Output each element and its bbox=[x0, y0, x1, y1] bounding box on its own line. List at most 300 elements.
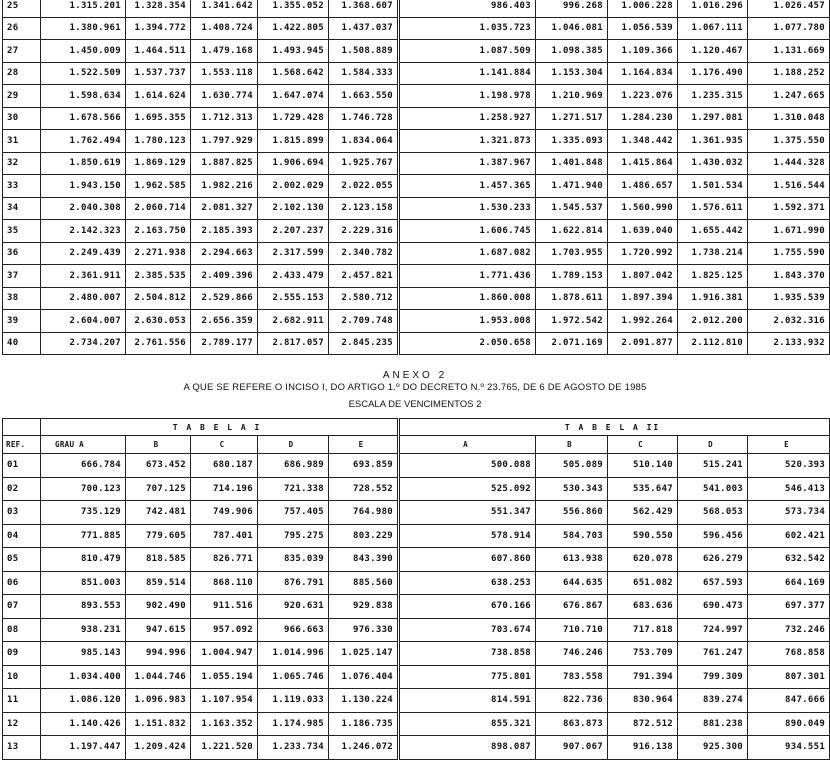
value-cell: 1.598.634 bbox=[41, 85, 126, 108]
ref-cell: 12 bbox=[3, 712, 41, 736]
value-cell: 868.110 bbox=[191, 571, 258, 595]
value-cell: 1.368.607 bbox=[329, 0, 399, 17]
value-cell: 1.762.494 bbox=[41, 130, 126, 153]
table-row bbox=[3, 332, 830, 355]
value-cell: 680.187 bbox=[191, 454, 258, 478]
ref-cell: 37 bbox=[3, 265, 41, 288]
value-cell: 1.430.032 bbox=[678, 152, 748, 175]
grade-header: D bbox=[678, 436, 748, 454]
value-cell: 876.791 bbox=[258, 571, 329, 595]
value-cell: 1.614.624 bbox=[126, 85, 191, 108]
value-cell: 898.087 bbox=[399, 736, 536, 760]
value-cell: 2.022.055 bbox=[329, 175, 399, 198]
value-cell: 2.630.053 bbox=[126, 310, 191, 333]
value-cell: 1.780.123 bbox=[126, 130, 191, 153]
value-cell: 795.275 bbox=[258, 524, 329, 548]
value-cell: 839.274 bbox=[678, 689, 748, 713]
value-cell: 1.209.424 bbox=[126, 736, 191, 760]
value-cell: 771.885 bbox=[41, 524, 126, 548]
value-cell: 1.355.052 bbox=[258, 0, 329, 17]
value-cell: 1.678.566 bbox=[41, 107, 126, 130]
value-cell: 1.174.985 bbox=[258, 712, 329, 736]
value-cell: 2.294.663 bbox=[191, 242, 258, 265]
value-cell: 779.605 bbox=[126, 524, 191, 548]
value-cell: 742.481 bbox=[126, 501, 191, 525]
value-cell: 657.593 bbox=[678, 571, 748, 595]
value-cell: 1.729.428 bbox=[258, 107, 329, 130]
grade-header: B bbox=[126, 436, 191, 454]
value-cell: 1.271.517 bbox=[536, 107, 608, 130]
table-row bbox=[3, 310, 830, 333]
value-cell: 826.771 bbox=[191, 548, 258, 572]
value-cell: 1.925.767 bbox=[329, 152, 399, 175]
value-cell: 749.906 bbox=[191, 501, 258, 525]
value-cell: 843.390 bbox=[329, 548, 399, 572]
value-cell: 1.755.590 bbox=[748, 242, 830, 265]
table-row bbox=[3, 175, 830, 198]
value-cell: 2.002.029 bbox=[258, 175, 329, 198]
value-cell: 746.246 bbox=[536, 642, 608, 666]
value-cell: 1.982.216 bbox=[191, 175, 258, 198]
value-cell: 2.229.316 bbox=[329, 220, 399, 243]
table-row bbox=[3, 712, 830, 736]
value-cell: 2.317.599 bbox=[258, 242, 329, 265]
value-cell: 596.456 bbox=[678, 524, 748, 548]
value-cell: 2.761.556 bbox=[126, 332, 191, 355]
ref-cell: 31 bbox=[3, 130, 41, 153]
value-cell: 721.338 bbox=[258, 477, 329, 501]
value-cell: 735.129 bbox=[41, 501, 126, 525]
table-row bbox=[3, 595, 830, 619]
value-cell: 1.328.354 bbox=[126, 0, 191, 17]
value-cell: 1.119.033 bbox=[258, 689, 329, 713]
value-cell: 822.736 bbox=[536, 689, 608, 713]
value-cell: 700.123 bbox=[41, 477, 126, 501]
value-cell: 1.916.381 bbox=[678, 287, 748, 310]
value-cell: 1.771.436 bbox=[399, 265, 536, 288]
value-cell: 1.639.040 bbox=[608, 220, 678, 243]
value-cell: 568.053 bbox=[678, 501, 748, 525]
value-cell: 1.687.082 bbox=[399, 242, 536, 265]
value-cell: 1.026.457 bbox=[748, 0, 830, 17]
value-cell: 1.258.927 bbox=[399, 107, 536, 130]
value-cell: 1.223.076 bbox=[608, 85, 678, 108]
value-cell: 859.514 bbox=[126, 571, 191, 595]
value-cell: 1.789.153 bbox=[536, 265, 608, 288]
table-row bbox=[3, 287, 830, 310]
value-cell: 638.253 bbox=[399, 571, 536, 595]
ref-cell: 35 bbox=[3, 220, 41, 243]
grade-header: GRAU A bbox=[41, 436, 126, 454]
value-cell: 1.087.509 bbox=[399, 40, 536, 63]
value-cell: 2.142.323 bbox=[41, 220, 126, 243]
value-cell: 707.125 bbox=[126, 477, 191, 501]
grade-header: B bbox=[536, 436, 608, 454]
table-row bbox=[3, 130, 830, 153]
ref-cell: 09 bbox=[3, 642, 41, 666]
value-cell: 697.377 bbox=[748, 595, 830, 619]
value-cell: 546.413 bbox=[748, 477, 830, 501]
value-cell: 2.433.479 bbox=[258, 265, 329, 288]
value-cell: 814.591 bbox=[399, 689, 536, 713]
ref-cell: 07 bbox=[3, 595, 41, 619]
value-cell: 710.710 bbox=[536, 618, 608, 642]
value-cell: 1.077.780 bbox=[748, 17, 830, 40]
value-cell: 686.989 bbox=[258, 454, 329, 478]
value-cell: 1.107.954 bbox=[191, 689, 258, 713]
value-cell: 1.516.544 bbox=[748, 175, 830, 198]
value-cell: 1.906.694 bbox=[258, 152, 329, 175]
value-cell: 1.235.315 bbox=[678, 85, 748, 108]
value-cell: 1.825.125 bbox=[678, 265, 748, 288]
value-cell: 556.860 bbox=[536, 501, 608, 525]
ref-cell: 30 bbox=[3, 107, 41, 130]
value-cell: 2.032.316 bbox=[748, 310, 830, 333]
value-cell: 1.130.224 bbox=[329, 689, 399, 713]
value-cell: 1.348.442 bbox=[608, 130, 678, 153]
value-cell: 851.003 bbox=[41, 571, 126, 595]
value-cell: 1.422.805 bbox=[258, 17, 329, 40]
value-cell: 732.246 bbox=[748, 618, 830, 642]
value-cell: 1.120.467 bbox=[678, 40, 748, 63]
value-cell: 863.873 bbox=[536, 712, 608, 736]
value-cell: 535.647 bbox=[608, 477, 678, 501]
value-cell: 1.471.940 bbox=[536, 175, 608, 198]
value-cell: 2.185.393 bbox=[191, 220, 258, 243]
table-row bbox=[3, 454, 830, 478]
grade-header: A bbox=[399, 436, 536, 454]
value-cell: 757.405 bbox=[258, 501, 329, 525]
value-cell: 1.044.746 bbox=[126, 665, 191, 689]
value-cell: 2.555.153 bbox=[258, 287, 329, 310]
ref-cell: 39 bbox=[3, 310, 41, 333]
value-cell: 807.301 bbox=[748, 665, 830, 689]
value-cell: 986.403 bbox=[399, 0, 536, 17]
value-cell: 1.584.333 bbox=[329, 62, 399, 85]
value-cell: 907.067 bbox=[536, 736, 608, 760]
value-cell: 1.935.539 bbox=[748, 287, 830, 310]
value-cell: 1.834.064 bbox=[329, 130, 399, 153]
table-row bbox=[3, 197, 830, 220]
value-cell: 994.996 bbox=[126, 642, 191, 666]
value-cell: 885.560 bbox=[329, 571, 399, 595]
value-cell: 1.016.296 bbox=[678, 0, 748, 17]
value-cell: 2.271.938 bbox=[126, 242, 191, 265]
value-cell: 1.850.619 bbox=[41, 152, 126, 175]
value-cell: 1.096.983 bbox=[126, 689, 191, 713]
value-cell: 835.039 bbox=[258, 548, 329, 572]
value-cell: 1.310.048 bbox=[748, 107, 830, 130]
value-cell: 1.878.611 bbox=[536, 287, 608, 310]
table-row bbox=[3, 85, 830, 108]
value-cell: 607.860 bbox=[399, 548, 536, 572]
grade-header: D bbox=[258, 436, 329, 454]
value-cell: 855.321 bbox=[399, 712, 536, 736]
value-cell: 2.249.439 bbox=[41, 242, 126, 265]
value-cell: 2.361.911 bbox=[41, 265, 126, 288]
value-cell: 1.720.992 bbox=[608, 242, 678, 265]
value-cell: 799.309 bbox=[678, 665, 748, 689]
value-cell: 1.630.774 bbox=[191, 85, 258, 108]
value-cell: 1.246.072 bbox=[329, 736, 399, 760]
value-cell: 714.196 bbox=[191, 477, 258, 501]
value-cell: 2.734.207 bbox=[41, 332, 126, 355]
value-cell: 1.401.848 bbox=[536, 152, 608, 175]
value-cell: 934.551 bbox=[748, 736, 830, 760]
value-cell: 1.153.304 bbox=[536, 62, 608, 85]
value-cell: 1.025.147 bbox=[329, 642, 399, 666]
value-cell: 2.682.911 bbox=[258, 310, 329, 333]
table-row bbox=[3, 571, 830, 595]
value-cell: 847.666 bbox=[748, 689, 830, 713]
ref-corner-cell bbox=[3, 419, 41, 436]
value-cell: 1.953.008 bbox=[399, 310, 536, 333]
value-cell: 996.268 bbox=[536, 0, 608, 17]
value-cell: 783.558 bbox=[536, 665, 608, 689]
value-cell: 1.972.542 bbox=[536, 310, 608, 333]
ref-cell: 33 bbox=[3, 175, 41, 198]
grade-header: C bbox=[608, 436, 678, 454]
value-cell: 1.284.230 bbox=[608, 107, 678, 130]
value-cell: 651.082 bbox=[608, 571, 678, 595]
ref-cell: 27 bbox=[3, 40, 41, 63]
ref-cell: 06 bbox=[3, 571, 41, 595]
table-row bbox=[3, 17, 830, 40]
annex-scale: ESCALA DE VENCIMENTOS 2 bbox=[348, 399, 482, 410]
value-cell: 791.394 bbox=[608, 665, 678, 689]
value-cell: 2.457.821 bbox=[329, 265, 399, 288]
value-cell: 1.098.385 bbox=[536, 40, 608, 63]
value-cell: 613.938 bbox=[536, 548, 608, 572]
value-cell: 1.151.832 bbox=[126, 712, 191, 736]
value-cell: 1.131.669 bbox=[748, 40, 830, 63]
value-cell: 787.401 bbox=[191, 524, 258, 548]
value-cell: 1.140.426 bbox=[41, 712, 126, 736]
ref-cell: 04 bbox=[3, 524, 41, 548]
value-cell: 2.817.057 bbox=[258, 332, 329, 355]
tabela-1-header: T A B E L A I bbox=[41, 419, 399, 436]
table-row bbox=[3, 220, 830, 243]
value-cell: 728.552 bbox=[329, 477, 399, 501]
value-cell: 2.604.007 bbox=[41, 310, 126, 333]
value-cell: 1.321.873 bbox=[399, 130, 536, 153]
value-cell: 2.529.866 bbox=[191, 287, 258, 310]
value-cell: 768.858 bbox=[748, 642, 830, 666]
value-cell: 1.671.990 bbox=[748, 220, 830, 243]
value-cell: 500.088 bbox=[399, 454, 536, 478]
value-cell: 2.012.200 bbox=[678, 310, 748, 333]
value-cell: 938.231 bbox=[41, 618, 126, 642]
value-cell: 1.815.899 bbox=[258, 130, 329, 153]
value-cell: 1.034.400 bbox=[41, 665, 126, 689]
value-cell: 573.734 bbox=[748, 501, 830, 525]
value-cell: 1.361.935 bbox=[678, 130, 748, 153]
grade-header: E bbox=[329, 436, 399, 454]
value-cell: 2.789.177 bbox=[191, 332, 258, 355]
table-row bbox=[3, 642, 830, 666]
value-cell: 775.801 bbox=[399, 665, 536, 689]
value-cell: 541.003 bbox=[678, 477, 748, 501]
value-cell: 1.176.490 bbox=[678, 62, 748, 85]
table-row bbox=[3, 501, 830, 525]
ref-cell: 40 bbox=[3, 332, 41, 355]
value-cell: 1.056.539 bbox=[608, 17, 678, 40]
table-row bbox=[3, 62, 830, 85]
value-cell: 530.343 bbox=[536, 477, 608, 501]
value-cell: 1.341.642 bbox=[191, 0, 258, 17]
value-cell: 1.568.642 bbox=[258, 62, 329, 85]
value-cell: 1.530.233 bbox=[399, 197, 536, 220]
value-cell: 717.818 bbox=[608, 618, 678, 642]
value-cell: 957.092 bbox=[191, 618, 258, 642]
grade-header: C bbox=[191, 436, 258, 454]
value-cell: 1.943.150 bbox=[41, 175, 126, 198]
column-header-row bbox=[3, 436, 830, 454]
value-cell: 693.859 bbox=[329, 454, 399, 478]
value-cell: 2.845.235 bbox=[329, 332, 399, 355]
table-row bbox=[3, 524, 830, 548]
ref-cell: 29 bbox=[3, 85, 41, 108]
value-cell: 1.992.264 bbox=[608, 310, 678, 333]
value-cell: 1.479.168 bbox=[191, 40, 258, 63]
value-cell: 902.490 bbox=[126, 595, 191, 619]
value-cell: 1.887.825 bbox=[191, 152, 258, 175]
value-cell: 1.197.447 bbox=[41, 736, 126, 760]
value-cell: 515.241 bbox=[678, 454, 748, 478]
value-cell: 2.207.237 bbox=[258, 220, 329, 243]
value-cell: 626.279 bbox=[678, 548, 748, 572]
bottom-salary-table bbox=[2, 418, 830, 760]
value-cell: 1.843.370 bbox=[748, 265, 830, 288]
value-cell: 1.067.111 bbox=[678, 17, 748, 40]
table-row bbox=[3, 548, 830, 572]
value-cell: 1.560.990 bbox=[608, 197, 678, 220]
value-cell: 690.473 bbox=[678, 595, 748, 619]
value-cell: 2.050.658 bbox=[399, 332, 536, 355]
value-cell: 2.504.812 bbox=[126, 287, 191, 310]
value-cell: 670.166 bbox=[399, 595, 536, 619]
value-cell: 925.300 bbox=[678, 736, 748, 760]
value-cell: 830.964 bbox=[608, 689, 678, 713]
value-cell: 738.858 bbox=[399, 642, 536, 666]
value-cell: 520.393 bbox=[748, 454, 830, 478]
value-cell: 947.615 bbox=[126, 618, 191, 642]
table-row bbox=[3, 40, 830, 63]
value-cell: 1.164.834 bbox=[608, 62, 678, 85]
tabela-header-row bbox=[3, 419, 830, 436]
value-cell: 753.709 bbox=[608, 642, 678, 666]
value-cell: 929.838 bbox=[329, 595, 399, 619]
value-cell: 1.576.611 bbox=[678, 197, 748, 220]
value-cell: 632.542 bbox=[748, 548, 830, 572]
value-cell: 1.450.009 bbox=[41, 40, 126, 63]
ref-cell: 01 bbox=[3, 454, 41, 478]
value-cell: 664.169 bbox=[748, 571, 830, 595]
value-cell: 1.606.745 bbox=[399, 220, 536, 243]
value-cell: 1.501.534 bbox=[678, 175, 748, 198]
value-cell: 1.464.511 bbox=[126, 40, 191, 63]
value-cell: 1.493.945 bbox=[258, 40, 329, 63]
value-cell: 2.133.932 bbox=[748, 332, 830, 355]
value-cell: 2.112.810 bbox=[678, 332, 748, 355]
value-cell: 590.550 bbox=[608, 524, 678, 548]
value-cell: 1.537.737 bbox=[126, 62, 191, 85]
value-cell: 1.457.365 bbox=[399, 175, 536, 198]
value-cell: 1.860.008 bbox=[399, 287, 536, 310]
value-cell: 676.867 bbox=[536, 595, 608, 619]
ref-cell: 13 bbox=[3, 736, 41, 760]
value-cell: 602.421 bbox=[748, 524, 830, 548]
value-cell: 1.522.509 bbox=[41, 62, 126, 85]
value-cell: 761.247 bbox=[678, 642, 748, 666]
tabela-2-header: T A B E L A II bbox=[399, 419, 830, 436]
ref-cell: 05 bbox=[3, 548, 41, 572]
grade-header: E bbox=[748, 436, 830, 454]
value-cell: 1.035.723 bbox=[399, 17, 536, 40]
value-cell: 2.040.308 bbox=[41, 197, 126, 220]
value-cell: 1.508.889 bbox=[329, 40, 399, 63]
value-cell: 2.123.158 bbox=[329, 197, 399, 220]
table-row bbox=[3, 152, 830, 175]
value-cell: 1.408.724 bbox=[191, 17, 258, 40]
ref-cell: 11 bbox=[3, 689, 41, 713]
value-cell: 1.703.955 bbox=[536, 242, 608, 265]
value-cell: 2.071.169 bbox=[536, 332, 608, 355]
value-cell: 881.238 bbox=[678, 712, 748, 736]
value-cell: 911.516 bbox=[191, 595, 258, 619]
value-cell: 620.078 bbox=[608, 548, 678, 572]
value-cell: 1.807.042 bbox=[608, 265, 678, 288]
value-cell: 1.086.120 bbox=[41, 689, 126, 713]
value-cell: 985.143 bbox=[41, 642, 126, 666]
value-cell: 1.962.585 bbox=[126, 175, 191, 198]
value-cell: 976.330 bbox=[329, 618, 399, 642]
value-cell: 2.385.535 bbox=[126, 265, 191, 288]
table-row bbox=[3, 477, 830, 501]
value-cell: 920.631 bbox=[258, 595, 329, 619]
value-cell: 1.188.252 bbox=[748, 62, 830, 85]
value-cell: 510.140 bbox=[608, 454, 678, 478]
value-cell: 1.233.734 bbox=[258, 736, 329, 760]
value-cell: 562.429 bbox=[608, 501, 678, 525]
table-row bbox=[3, 689, 830, 713]
value-cell: 818.585 bbox=[126, 548, 191, 572]
value-cell: 683.636 bbox=[608, 595, 678, 619]
value-cell: 2.060.714 bbox=[126, 197, 191, 220]
value-cell: 1.437.037 bbox=[329, 17, 399, 40]
value-cell: 2.580.712 bbox=[329, 287, 399, 310]
value-cell: 1.335.093 bbox=[536, 130, 608, 153]
bottom-table-body bbox=[3, 454, 830, 760]
value-cell: 966.663 bbox=[258, 618, 329, 642]
ref-cell: 10 bbox=[3, 665, 41, 689]
value-cell: 1.163.352 bbox=[191, 712, 258, 736]
value-cell: 1.297.081 bbox=[678, 107, 748, 130]
table-row bbox=[3, 665, 830, 689]
table-row bbox=[3, 107, 830, 130]
value-cell: 1.592.371 bbox=[748, 197, 830, 220]
value-cell: 2.480.007 bbox=[41, 287, 126, 310]
value-cell: 2.409.396 bbox=[191, 265, 258, 288]
value-cell: 1.897.394 bbox=[608, 287, 678, 310]
value-cell: 1.014.996 bbox=[258, 642, 329, 666]
ref-cell: 03 bbox=[3, 501, 41, 525]
value-cell: 1.712.313 bbox=[191, 107, 258, 130]
value-cell: 1.387.967 bbox=[399, 152, 536, 175]
value-cell: 666.784 bbox=[41, 454, 126, 478]
value-cell: 1.655.442 bbox=[678, 220, 748, 243]
value-cell: 2.340.782 bbox=[329, 242, 399, 265]
